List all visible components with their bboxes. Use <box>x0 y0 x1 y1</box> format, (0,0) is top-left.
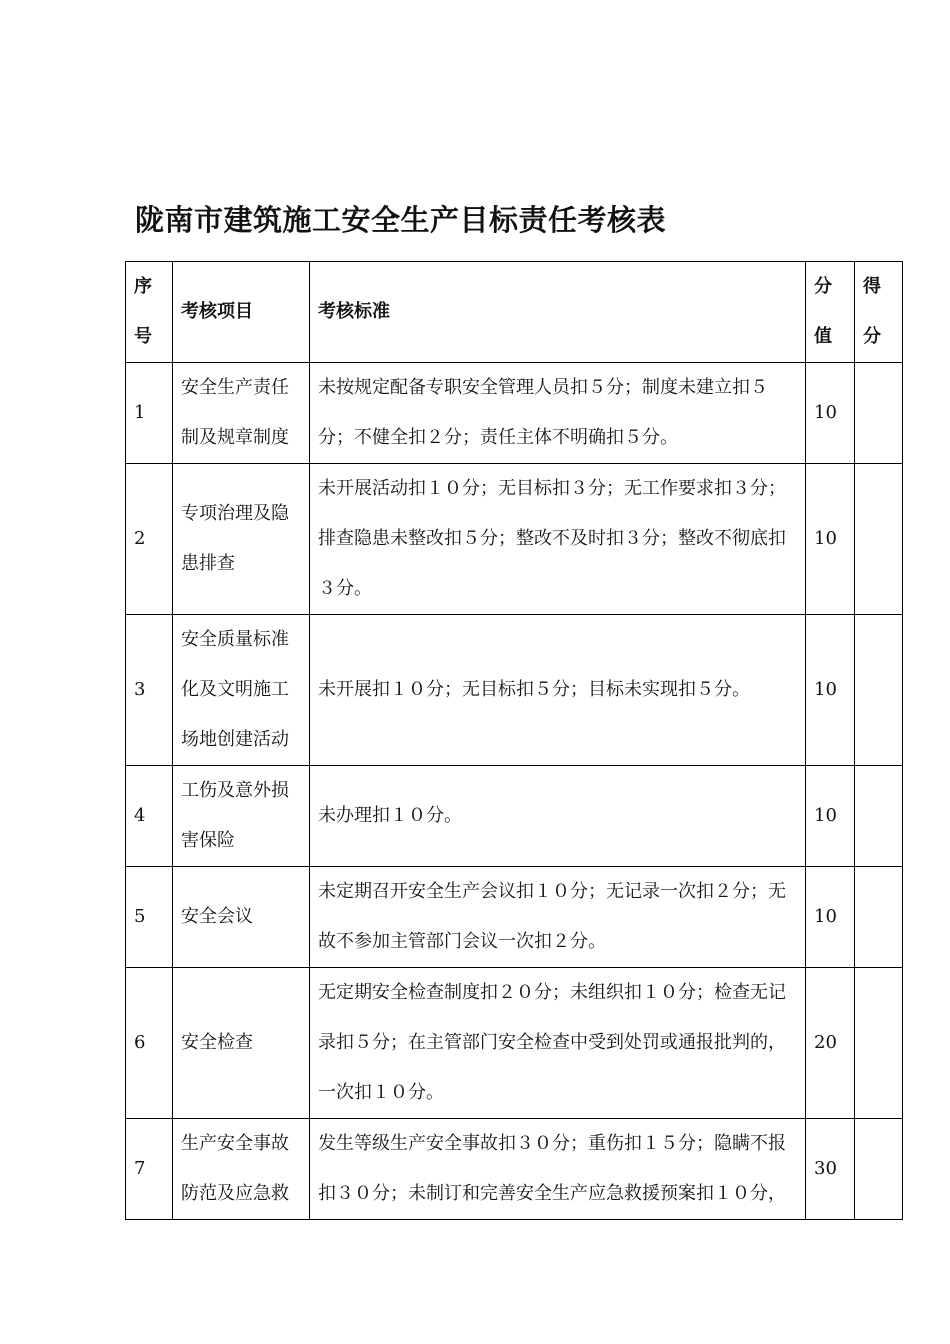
row-item: 安全质量标准化及文明施工场地创建活动 <box>173 615 310 766</box>
row-seq: 1 <box>126 363 173 464</box>
row-item: 工伤及意外损害保险 <box>173 766 310 867</box>
table-header-row <box>126 262 903 363</box>
header-got-line2: 分 <box>863 326 881 347</box>
row-standard: 无定期安全检查制度扣２０分；未组织扣１０分；检查无记录扣５分；在主管部门安全检查中受到处罚或通报批判的，一次扣１０分。 <box>310 968 806 1119</box>
header-score-line1: 分 <box>814 276 832 297</box>
header-got <box>855 262 903 363</box>
row-score: 10 <box>806 766 855 867</box>
row-score: 10 <box>806 615 855 766</box>
header-item: 考核项目 <box>173 262 310 363</box>
row-item: 安全会议 <box>173 867 310 968</box>
row-item: 生产安全事故防范及应急救 <box>173 1119 310 1220</box>
row-seq: 3 <box>126 615 173 766</box>
header-seq-line2: 号 <box>134 326 152 347</box>
table-row <box>126 1119 903 1220</box>
row-got <box>855 464 903 615</box>
row-seq: 7 <box>126 1119 173 1220</box>
row-item: 安全生产责任制及规章制度 <box>173 363 310 464</box>
row-seq: 2 <box>126 464 173 615</box>
table-row <box>126 363 903 464</box>
row-item: 安全检查 <box>173 968 310 1119</box>
row-seq: 4 <box>126 766 173 867</box>
row-seq: 6 <box>126 968 173 1119</box>
row-standard: 未定期召开安全生产会议扣１０分；无记录一次扣２分；无故不参加主管部门会议一次扣２分。 <box>310 867 806 968</box>
table-row <box>126 867 903 968</box>
row-got <box>855 363 903 464</box>
row-score: 30 <box>806 1119 855 1220</box>
row-standard: 未按规定配备专职安全管理人员扣５分；制度未建立扣５分；不健全扣２分；责任主体不明确扣５分。 <box>310 363 806 464</box>
row-standard: 未开展扣１０分；无目标扣５分；目标未实现扣５分。 <box>310 615 806 766</box>
header-seq <box>126 262 173 363</box>
row-standard: 未办理扣１０分。 <box>310 766 806 867</box>
table-row <box>126 766 903 867</box>
row-standard: 未开展活动扣１０分；无目标扣３分；无工作要求扣３分；排查隐患未整改扣５分；整改不及时扣３分；整改不彻底扣３分。 <box>310 464 806 615</box>
row-score: 10 <box>806 867 855 968</box>
row-score: 10 <box>806 464 855 615</box>
row-standard: 发生等级生产安全事故扣３０分；重伤扣１５分；隐瞒不报扣３０分；未制订和完善安全生产应急救援预案扣１０分， <box>310 1119 806 1220</box>
row-score: 20 <box>806 968 855 1119</box>
row-got <box>855 867 903 968</box>
table-row <box>126 615 903 766</box>
row-seq: 5 <box>126 867 173 968</box>
table-row <box>126 464 903 615</box>
header-score-line2: 值 <box>814 326 832 347</box>
row-item: 专项治理及隐患排查 <box>173 464 310 615</box>
row-got <box>855 615 903 766</box>
header-score <box>806 262 855 363</box>
header-got-line1: 得 <box>863 276 881 297</box>
row-got <box>855 1119 903 1220</box>
header-seq-line1: 序 <box>134 276 152 297</box>
row-score: 10 <box>806 363 855 464</box>
page-title: 陇南市建筑施工安全生产目标责任考核表 <box>135 203 667 237</box>
assessment-table <box>125 261 903 1220</box>
header-standard: 考核标准 <box>310 262 806 363</box>
table-row <box>126 968 903 1119</box>
row-got <box>855 766 903 867</box>
row-got <box>855 968 903 1119</box>
